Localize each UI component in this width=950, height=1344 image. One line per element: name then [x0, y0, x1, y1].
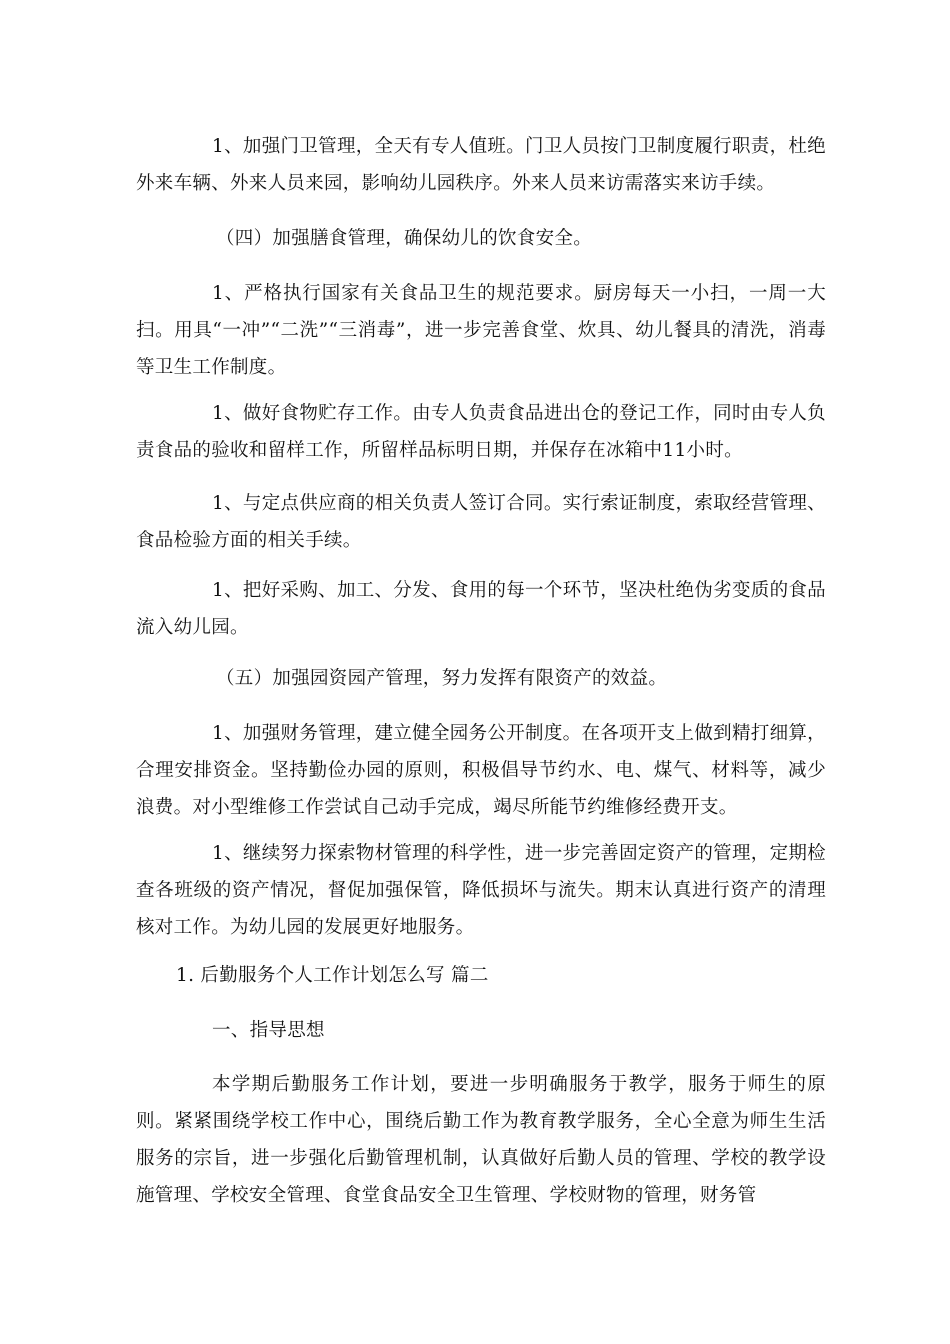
section-heading-guiding-ideology: 一、指导思想	[212, 1020, 325, 1041]
paragraph-financial-management: 1、加强财务管理，建立健全园务公开制度。在各项开支上做到精打细算，合理安排资金。坚持勤俭办园的原则，积极倡导节约水、电、煤气、材料等，减少浪费。对小型维修工作尝试自己动手完成，竭尽所能节约维修经费开支。	[136, 723, 826, 818]
paragraph-supplier-contract: 1、与定点供应商的相关负责人签订合同。实行索证制度，索取经营管理、食品检验方面的相关手续。	[136, 493, 826, 551]
paragraph-purchasing: 1、把好采购、加工、分发、食用的每一个环节，坚决杜绝伪劣变质的食品流入幼儿园。	[136, 580, 826, 638]
section-heading-meal-management: （四）加强膳食管理，确保幼儿的饮食安全。	[216, 228, 593, 249]
section-heading-asset-management: （五）加强园资园产管理，努力发挥有限资产的效益。	[216, 668, 668, 689]
paragraph-food-storage: 1、做好食物贮存工作。由专人负责食品进出仓的登记工作，同时由专人负责食品的验收和留样工作，所留样品标明日期，并保存在冰箱中11小时。	[136, 403, 826, 461]
article-title-part-two: 1. 后勤服务个人工作计划怎么写 篇二	[176, 965, 489, 986]
paragraph-food-hygiene: 1、严格执行国家有关食品卫生的规范要求。厨房每天一小扫，一周一大扫。用具“一冲”“二洗”“三消毒”，进一步完善食堂、炊具、幼儿餐具的清洗，消毒等卫生工作制度。	[136, 283, 826, 378]
paragraph-material-management: 1、继续努力探索物材管理的科学性，进一步完善固定资产的管理，定期检查各班级的资产情况，督促加强保管，降低损坏与流失。期末认真进行资产的清理核对工作。为幼儿园的发展更好地服务。	[136, 843, 826, 938]
paragraph-gate-management: 1、加强门卫管理，全天有专人值班。门卫人员按门卫制度履行职责，杜绝外来车辆、外来人员来园，影响幼儿园秩序。外来人员来访需落实来访手续。	[136, 136, 826, 194]
paragraph-semester-plan: 本学期后勤服务工作计划，要进一步明确服务于教学，服务于师生的原则。紧紧围绕学校工作中心，围绕后勤工作为教育教学服务，全心全意为师生生活服务的宗旨，进一步强化后勤管理机制，认真做好后勤人员的管理、学校的教学设施管理、学校安全管理、食堂食品安全卫生管理、学校财物的管理，财务管	[136, 1074, 826, 1206]
